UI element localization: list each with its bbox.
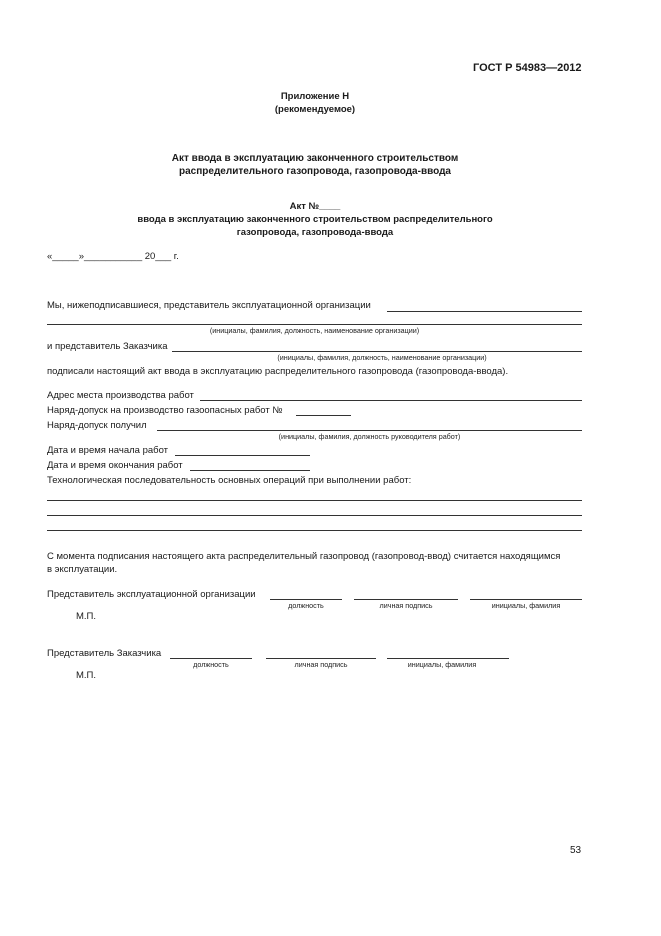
- operator-initials-line: [470, 599, 582, 600]
- customer-seal: М.П.: [76, 670, 97, 681]
- and-customer-text: и представитель Заказчика: [47, 341, 168, 352]
- signed-act-text: подписали настоящий акт ввода в эксплуатацию распределительного газопровода (газопровода-ввода).: [47, 366, 509, 377]
- customer-rep-label: Представитель Заказчика: [47, 648, 162, 659]
- end-date-line: [190, 470, 310, 471]
- act-title-line3: газопровода, газопровода-ввода: [236, 227, 394, 238]
- act-number-title: Акт №____: [289, 201, 341, 212]
- appendix-title: Приложение Н: [280, 91, 350, 102]
- address-label: Адрес места производства работ: [47, 390, 194, 401]
- conclusion-line2: в эксплуатации.: [47, 564, 118, 575]
- date-line: «_____»___________ 20___ г.: [47, 251, 179, 262]
- act-title-line2: ввода в эксплуатацию законченного строительством распределительного: [137, 214, 493, 225]
- operator-rep-label: Представитель эксплуатационной организации: [47, 589, 256, 600]
- permit-label: Наряд-допуск на производство газоопасных работ №: [47, 405, 283, 416]
- conclusion-line1: С момента подписания настоящего акта распределительный газопровод (газопровод-ввод) считается находящимся: [47, 551, 561, 562]
- customer-position-line: [170, 658, 252, 659]
- customer-signature-hint: личная подпись: [294, 660, 348, 669]
- org-rep-line: [387, 311, 582, 312]
- sequence-line-3: [47, 530, 582, 531]
- customer-initials-hint: инициалы, фамилия: [407, 660, 477, 669]
- operator-position-hint: должность: [288, 601, 324, 610]
- permit-number-line: [296, 415, 351, 416]
- doc-title-line1: Акт ввода в эксплуатацию законченного строительством: [171, 153, 459, 164]
- hint-customer: (инициалы, фамилия, должность, наименование организации): [277, 353, 487, 362]
- address-line: [200, 400, 582, 401]
- operator-signature-line: [354, 599, 458, 600]
- doc-title-line2: распределительного газопровода, газопровода-ввода: [179, 166, 451, 177]
- operator-position-line: [270, 599, 342, 600]
- appendix-subtitle: (рекомендуемое): [274, 104, 356, 115]
- customer-initials-line: [387, 658, 509, 659]
- start-date-line: [175, 455, 310, 456]
- start-date-label: Дата и время начала работ: [47, 445, 169, 456]
- permit-received-line: [157, 430, 582, 431]
- operator-seal: М.П.: [76, 611, 97, 622]
- org-rep-line-2: [47, 324, 582, 325]
- sequence-label: Технологическая последовательность основных операций при выполнении работ:: [47, 475, 412, 486]
- customer-position-hint: должность: [193, 660, 229, 669]
- operator-signature-hint: личная подпись: [379, 601, 433, 610]
- end-date-label: Дата и время окончания работ: [47, 460, 183, 471]
- customer-rep-line: [172, 351, 582, 352]
- standard-number: ГОСТ Р 54983—2012: [473, 62, 582, 74]
- we-signed-text: Мы, нижеподписавшиеся, представитель эксплуатационной организации: [47, 300, 371, 311]
- customer-signature-line: [266, 658, 376, 659]
- sequence-line-2: [47, 515, 582, 516]
- hint-manager: (инициалы, фамилия, должность руководителя работ): [278, 432, 461, 441]
- permit-received-label: Наряд-допуск получил: [47, 420, 147, 431]
- hint-org: (инициалы, фамилия, должность, наименование организации): [209, 326, 420, 335]
- operator-initials-hint: инициалы, фамилия: [491, 601, 561, 610]
- page-number: 53: [570, 845, 582, 856]
- sequence-line-1: [47, 500, 582, 501]
